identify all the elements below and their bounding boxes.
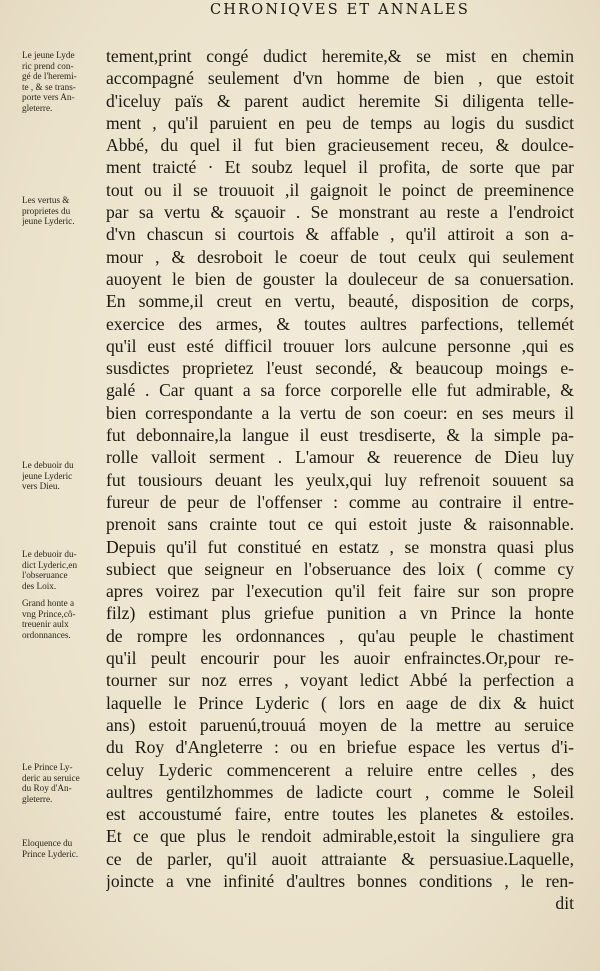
margin-note-line: jeune Lyderic: [22, 470, 73, 481]
margin-note-line: jeune Lyderic.: [22, 216, 75, 227]
text-line: accompagné seulement d'vn homme de bien , que estoit: [106, 68, 574, 89]
main-text-block: [106, 45, 574, 915]
text-line: aultres gentilzhommes de ladicte court , comme le Soleil: [106, 781, 574, 802]
text-line: apres voirez par l'execution qu'il feit faire sur son propre: [106, 581, 574, 602]
margin-note-line: dict Lyderic,en: [22, 559, 78, 570]
text-line: ment traicté · Et soubz lequel il profita, de sorte que par: [106, 157, 574, 178]
margin-note-duty-to-laws: [22, 549, 102, 591]
text-line: tourner sur noz erres , voyant ledict Abbé la perfection a: [106, 670, 574, 691]
margin-note-line: des Loix.: [22, 580, 57, 591]
text-line: par sa vertu & sçauoir . Se monstrant au reste a l'endroict: [106, 202, 574, 223]
margin-note-service-of-king: [22, 762, 102, 804]
margin-note-line: proprietes du: [22, 205, 71, 216]
margin-note-line: ric prend con-: [22, 60, 74, 71]
text-line: fut debonnaire,la langue il eust tresdiserte, & la simple pa-: [106, 425, 574, 446]
margin-note-virtues: [22, 195, 102, 227]
text-line: de rompre les ordonnances , qu'au peuple le chastiment: [106, 625, 574, 646]
margin-note-duty-to-god: [22, 460, 102, 492]
text-line: joincte a vne infinité d'aultres bonnes conditions , le ren-: [106, 870, 574, 891]
text-line: ans) estoit paruenú,trouuá moyen de la mettre au seruice: [106, 714, 574, 735]
margin-note-line: ordonnances.: [22, 629, 71, 640]
margin-note-line: Le debuoir du: [22, 460, 74, 470]
margin-note-departure: [22, 50, 102, 114]
margin-note-line: vng Prince,cô-: [22, 608, 76, 619]
margin-note-line: Les vertus &: [22, 195, 70, 205]
text-line: fureur de peur de l'offenser : comme au contraire il entre-: [106, 491, 574, 512]
text-line: mour , & desroboit le coeur de tout ceulx qui seulement: [106, 246, 574, 267]
text-line: filz) estimant plus griefue punition a vn Prince la honte: [106, 603, 574, 624]
margin-note-line: gleterre.: [22, 793, 53, 804]
text-line: galé . Car quant a sa force corporelle elle fut admirable, &: [106, 380, 574, 401]
text-line: d'iceluy païs & parent audict heremite Si diligenta telle-: [106, 90, 574, 111]
text-line: bien correspondante a la vertu de son coeur: en ses meurs il: [106, 402, 574, 423]
text-line: rolle valloit serment . L'amour & reuerence de Dieu luy: [106, 447, 574, 468]
text-line: tout ou il se trouuoit ,il gaignoit le poinct de preeminence: [106, 179, 574, 200]
margin-note-line: te , & se trans-: [22, 81, 76, 92]
text-line: laquelle le Prince Lyderic ( lors en aage de dix & huict: [106, 692, 574, 713]
text-line: exercice des armes, & toutes aultres parfections, tellemét: [106, 313, 574, 334]
margin-note-line: deric au seruice: [22, 772, 80, 783]
text-line: En somme,il creut en vertu, beauté, disposition de corps,: [106, 291, 574, 312]
margin-note-eloquence: [22, 838, 102, 859]
text-line: Abbé, du quel il fut bien gracieusement receu, & doulce-: [106, 135, 574, 156]
text-line: prenoit sans crainte tout ce qui estoit juste & raisonnable.: [106, 514, 574, 535]
margin-note-line: Eloquence du: [22, 838, 73, 848]
margin-note-line: gleterre.: [22, 102, 53, 113]
text-line: subiect que seigneur en l'obseruance des loix ( comme cy: [106, 558, 574, 579]
text-line: susdictes proprietez l'eust secondé, & beaucoup moings e-: [106, 358, 574, 379]
margin-note-line: Prince Lyderic.: [22, 848, 79, 859]
margin-note-shame-of-prince: [22, 598, 102, 640]
margin-note-line: Le jeune Lyde: [22, 50, 75, 60]
margin-note-line: treuenir aulx: [22, 619, 69, 630]
margin-note-line: l'obseruance: [22, 570, 68, 581]
text-line: Depuis qu'il fut constitué en estatz , se monstra quasi plus: [106, 536, 574, 557]
text-line: qu'il peult encourir pour les auoir enfrainctes.Or,pour re-: [106, 648, 574, 669]
text-line: d'vn chascun si courtois & affable , qu'il attiroit a son a-: [106, 224, 574, 245]
text-line: ce de parler, qu'il auoit attraiante & persuasiue.Laquelle,: [106, 848, 574, 869]
margin-note-line: Grand honte a: [22, 598, 75, 608]
margin-note-line: du Roy d'An-: [22, 783, 72, 794]
text-line: est accoustumé faire, entre toutes les planetes & estoiles.: [106, 804, 574, 825]
margin-note-line: Le debuoir du-: [22, 549, 77, 559]
text-line: auoyent le bien de gouster la douleceur de sa conuersation.: [106, 268, 574, 289]
text-line: du Roy d'Angleterre : ou en briefue espace les vertus d'i-: [106, 737, 574, 758]
text-line: fut tousiours deuant les yeulx,qui luy refrenoit souuent sa: [106, 469, 574, 490]
running-head: CHRONIQVES ET ANNALES: [210, 2, 470, 18]
text-line: qu'il eust esté difficil trouuer lors aulcune personne ,qui es: [106, 335, 574, 356]
text-line: dit: [555, 893, 574, 914]
margin-note-line: Le Prince Ly-: [22, 762, 73, 772]
text-line: Et ce que plus le rendoit admirable,estoit la singuliere gra: [106, 826, 574, 847]
text-line: tement,print congé dudict heremite,& se mist en chemin: [106, 46, 574, 66]
margin-note-line: gé de l'heremi-: [22, 71, 77, 82]
margin-note-line: vers Dieu.: [22, 481, 60, 492]
text-line: ment , qu'il paruient en peu de temps au logis du susdict: [106, 112, 574, 133]
margin-note-line: porte vers An-: [22, 92, 75, 103]
text-line: celuy Lyderic commencerent a reluire entre celles , des: [106, 759, 574, 780]
